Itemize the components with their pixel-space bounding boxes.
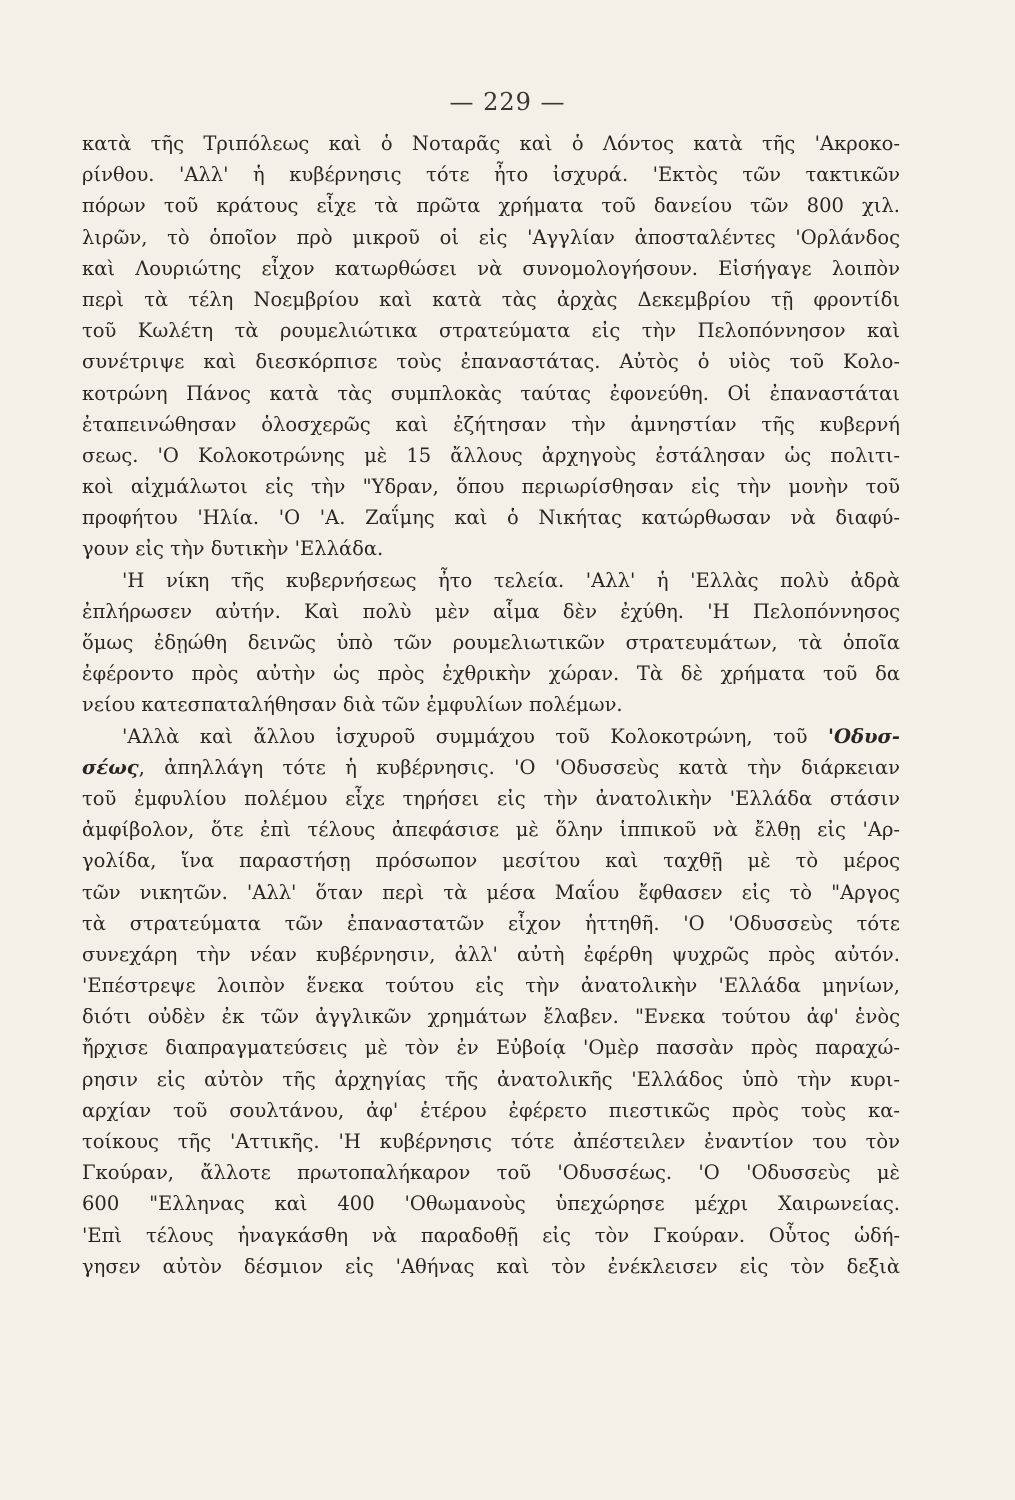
text-line [82,721,900,752]
emphasized-name: σέως [82,755,139,779]
text-line: 'Επέστρεψε λοιπὸν ἕνεκα τούτου εἰς τὴν ἀνατολικὴν 'Ελλάδα μηνίων, [82,974,900,998]
text-line: ἀμφίβολον, ὅτε ἐπὶ τέλους ἀπεφάσισε μὲ ὅλην ἱππικοῦ νὰ ἔλθῃ εἰς 'Αρ- [82,818,900,842]
text-line: γολίδα, ἵνα παραστήσῃ πρόσωπον μεσίτου καὶ ταχθῇ μὲ τὸ μέρος [82,849,900,873]
text-line: αρχίαν τοῦ σουλτάνου, ἀφ' ἑτέρου ἐφέρετο πιεστικῶς πρὸς τοὺς κα- [82,1098,900,1122]
text-line: τοῦ Κωλέτη τὰ ρουμελιώτικα στρατεύματα εἰς τὴν Πελοπόννησον καὶ [82,319,900,343]
text-line: ἐταπεινώθησαν ὁλοσχερῶς καὶ ἐζήτησαν τὴν ἀμνηστίαν τῆς κυβερνή [82,412,900,436]
text-line: Γκούραν, ἄλλοτε πρωτοπαλήκαρον τοῦ 'Οδυσσέως. 'Ο 'Οδυσσεὺς μὲ [82,1161,900,1185]
text-line: ἐφέροντο πρὸς αὐτὴν ὡς πρὸς ἐχθρικὴν χώραν. Τὰ δὲ χρήματα τοῦ δα [82,662,900,686]
text-line: τοῦ ἐμφυλίου πολέμου εἶχε τηρήσει εἰς τὴν ἀνατολικὴν 'Ελλάδα στάσιν [82,786,900,810]
text-line: γησεν αὐτὸν δέσμιον εἰς 'Αθήνας καὶ τὸν ἐνέκλεισεν εἰς τὸν δεξιὰ [82,1254,900,1278]
text-line: 'Επὶ τέλους ἠναγκάσθη νὰ παραδοθῇ εἰς τὸν Γκούραν. Οὗτος ὡδή- [82,1223,900,1247]
text-line: τὰ στρατεύματα τῶν ἐπαναστατῶν εἶχον ἡττηθῆ. 'Ο 'Οδυσσεὺς τότε [82,911,900,935]
text-run: , ἀπηλλάγη τότε ἡ κυβέρνησις. 'Ο 'Οδυσσεὺς κατὰ τὴν διάρκειαν [138,755,900,779]
text-line: συνέτριψε καὶ διεσκόρπισε τοὺς ἐπαναστάτας. Αὐτὸς ὁ υἱὸς τοῦ Κολο- [82,350,900,374]
text-line: τῶν νικητῶν. 'Αλλ' ὅταν περὶ τὰ μέσα Μαΐου ἔφθασεν εἰς τὸ "Αργος [82,880,900,904]
text-line: κατὰ τῆς Τριπόλεως καὶ ὁ Νοταρᾶς καὶ ὁ Λόντος κατὰ τῆς 'Ακροκο- [82,132,900,155]
text-line [82,752,900,783]
text-line: κοὶ αἰχμάλωτοι εἰς τὴν "Υδραν, ὅπου περιωρίσθησαν εἰς τὴν μονὴν τοῦ [82,475,900,499]
text-line: 600 "Ελληνας καὶ 400 'Οθωμανοὺς ὑπεχώρησε μέχρι Χαιρωνείας. [82,1192,900,1216]
text-line: καὶ Λουριώτης εἶχον κατωρθώσει νὰ συνομολογήσουν. Εἰσήγαγε λοιπὸν [82,256,900,280]
text-line: συνεχάρη τὴν νέαν κυβέρνησιν, ἀλλ' αὐτὴ ἐφέρθη ψυχρῶς πρὸς αὐτόν. [82,942,900,966]
text-line: νείου κατεσπαταλήθησαν διὰ τῶν ἐμφυλίων πολέμων. [82,693,623,717]
text-line: πόρων τοῦ κράτους εἶχε τὰ πρῶτα χρήματα τοῦ δανείου τῶν 800 χιλ. [82,194,900,218]
emphasized-name: 'Οδυσ- [828,724,900,748]
text-line: ἐπλήρωσεν αὐτήν. Καὶ πολὺ μὲν αἷμα δὲν ἐχύθη. 'Η Πελοπόννησος [82,599,900,623]
text-line: γουν εἰς τὴν δυτικὴν 'Ελλάδα. [82,537,384,561]
text-line: τοίκους τῆς 'Αττικῆς. 'Η κυβέρνησις τότε ἀπέστειλεν ἐναντίον του τὸν [82,1130,900,1153]
text-line: ρίνθου. 'Αλλ' ἡ κυβέρνησις τότε ἦτο ἰσχυρά. 'Εκτὸς τῶν τακτικῶν [82,163,900,187]
page-number: — 229 — [449,88,566,116]
text-line: λιρῶν, τὸ ὁποῖον πρὸ μικροῦ οἱ εἰς 'Αγγλίαν ἀποσταλέντες 'Ορλάνδος [82,225,900,249]
text-line: 'Η νίκη τῆς κυβερνήσεως ἦτο τελεία. 'Αλλ' ἡ 'Ελλὰς πολὺ ἀδρὰ [122,568,900,592]
text-line: περὶ τὰ τέλη Νοεμβρίου καὶ κατὰ τὰς ἀρχὰς Δεκεμβρίου τῇ φροντίδι [82,287,900,311]
text-line: ρησιν εἰς αὐτὸν τῆς ἀρχηγίας τῆς ἀνατολικῆς 'Ελλάδος ὑπὸ τὴν κυρι- [82,1067,900,1091]
text-line: σεως. 'Ο Κολοκοτρώνης μὲ 15 ἄλλους ἀρχηγοὺς ἐστάλησαν ὡς πολιτι- [82,443,900,467]
text-line: ὅμως ἐδῃώθη δεινῶς ὑπὸ τῶν ρουμελιωτικῶν στρατευμάτων, τὰ ὁποῖα [82,631,900,654]
body-text [82,128,900,1282]
text-run: 'Αλλὰ καὶ ἄλλου ἰσχυροῦ συμμάχου τοῦ Κολοκοτρώνη, τοῦ [122,724,829,748]
text-line: ἤρχισε διαπραγματεύσεις μὲ τὸν ἐν Εὐβοίᾳ 'Ομὲρ πασσὰν πρὸς παραχώ- [82,1036,900,1060]
text-line: προφήτου 'Ηλία. 'Ο 'Α. Ζαΐμης καὶ ὁ Νικήτας κατώρθωσαν νὰ διαφύ- [82,506,900,530]
text-line: διότι οὐδὲν ἐκ τῶν ἀγγλικῶν χρημάτων ἔλαβεν. "Ενεκα τούτου ἀφ' ἑνὸς [82,1005,900,1029]
text-line: κοτρώνη Πάνος κατὰ τὰς συμπλοκὰς ταύτας ἐφονεύθη. Οἱ ἐπαναστάται [82,381,900,405]
